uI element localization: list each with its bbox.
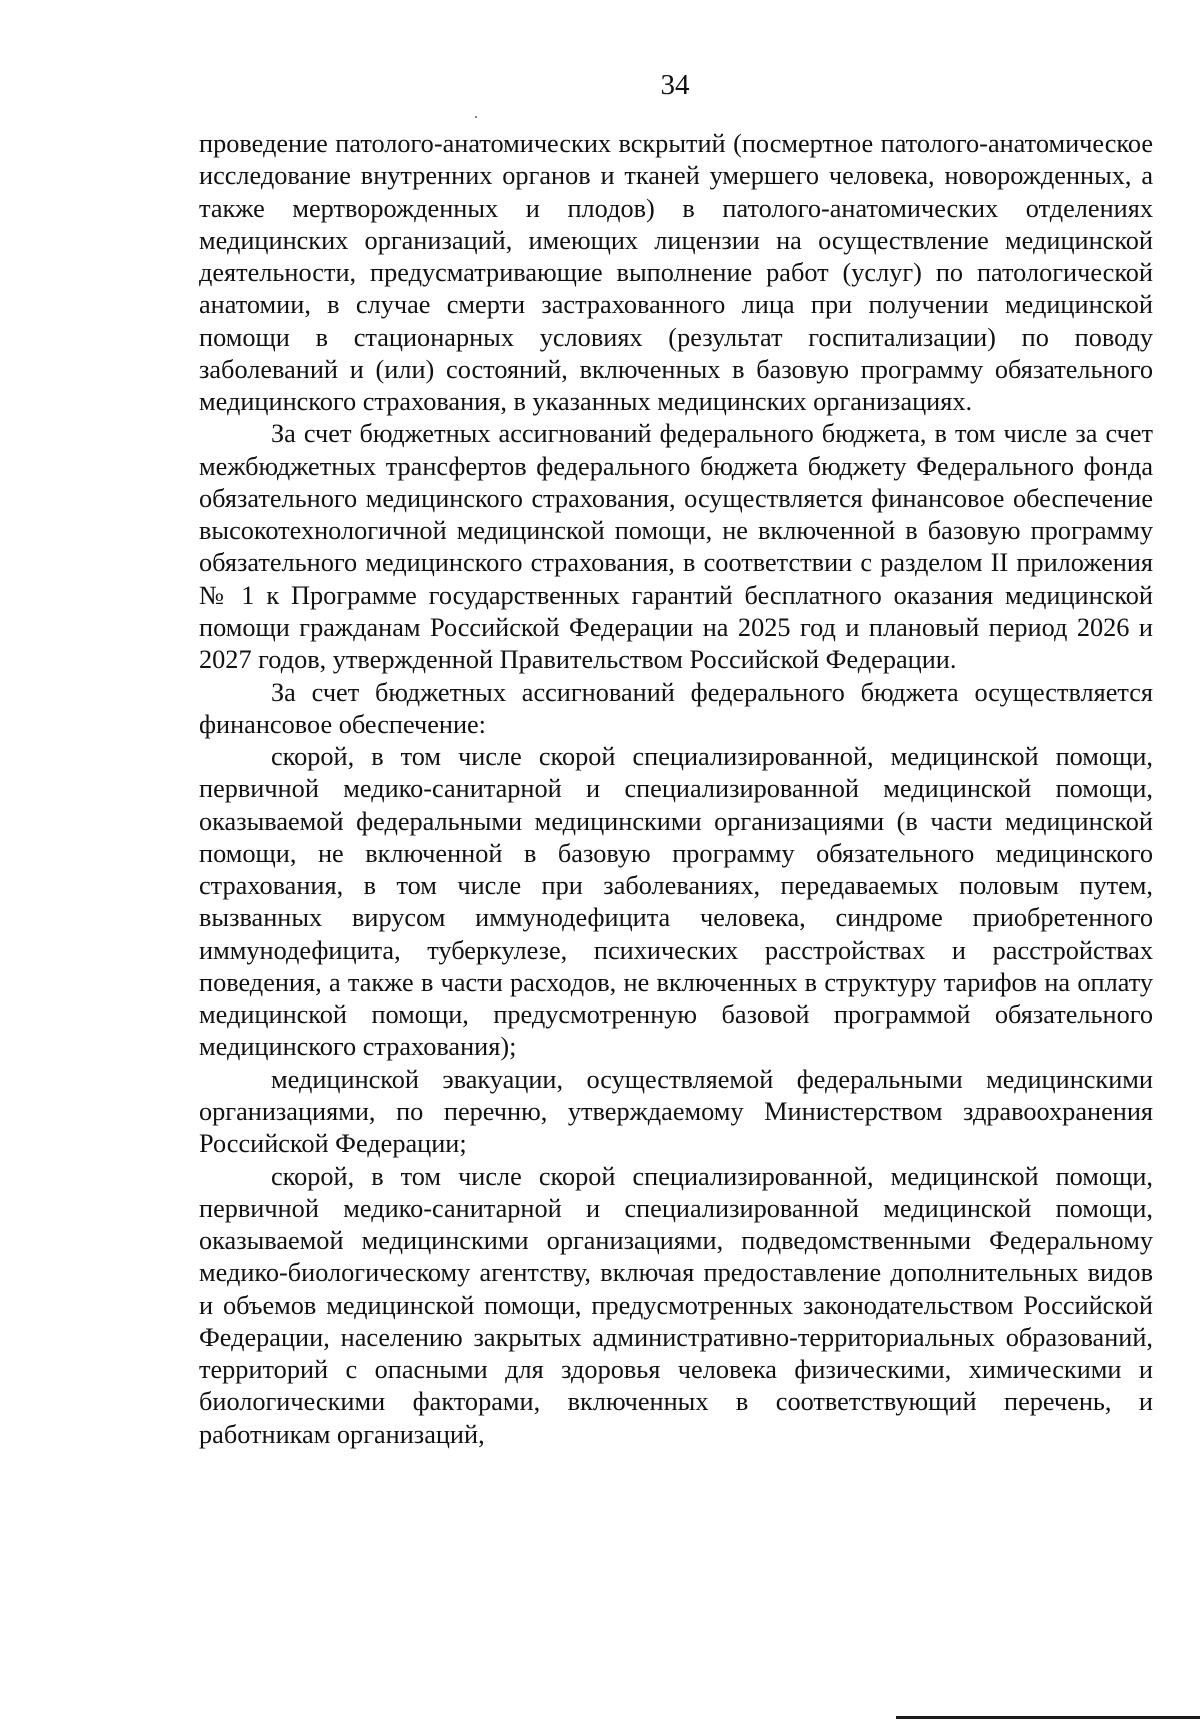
scan-speck bbox=[475, 116, 477, 118]
paragraph-fmba-organizations-care: скорой, в том числе скорой специализированной, медицинской помощи, первичной медико-санитарной и специализированной медицинской помощи, оказываемой медицинскими организациями, подведомственными Федеральному медико-биологическому агентству, включая предоставление дополнительных видов и объемов медицинской помощи, предусмотренных законодательством Российской Федерации, населению закрытых административно-территориальных образований, территорий с опасными для здоровья человека физическими, химическими и биологическими факторами, включенных в соответствующий перечень, и работникам организаций, bbox=[199, 1161, 1153, 1449]
page-number: 34 bbox=[660, 69, 690, 101]
paragraph-autopsy-continuation: проведение патолого-анатомических вскрытий (посмертное патолого-анатомическое исследование внутренних органов и тканей умершего человека, новорожденных, а также мертворожденных и плодов) в патолого-анатомических отделениях медицинских организаций, имеющих лицензии на осуществление медицинской деятельности, предусматривающие выполнение работ (услуг) по патологической анатомии, в случае смерти застрахованного лица при получении медицинской помощи в стационарных условиях (результат госпитализации) по поводу заболеваний и (или) состояний, включенных в базовую программу обязательного медицинского страхования, в указанных медицинских организациях. bbox=[199, 129, 1153, 417]
paragraph-high-tech-care-funding: За счет бюджетных ассигнований федерального бюджета, в том числе за счет межбюджетных трансфертов федерального бюджета бюджету Федерального фонда обязательного медицинского страхования, осуществляется финансовое обеспечение высокотехнологичной медицинской помощи, не включенной в базовую программу обязательного медицинского страхования, в соответствии с разделом II приложения № 1 к Программе государственных гарантий бесплатного оказания медицинской помощи гражданам Российской Федерации на 2025 год и плановый период 2026 и 2027 годов, утвержденной Правительством Российской Федерации. bbox=[199, 419, 1153, 675]
footer-rule bbox=[896, 1716, 1200, 1719]
document-body bbox=[199, 128, 1153, 1451]
paragraph-federal-budget-intro: За счет бюджетных ассигнований федерального бюджета осуществляется финансовое обеспечение: bbox=[199, 677, 1153, 739]
paragraph-medical-evacuation: медицинской эвакуации, осуществляемой федеральными медицинскими организациями, по перечню, утверждаемому Министерством здравоохранения Российской Федерации; bbox=[199, 1064, 1153, 1159]
paragraph-federal-organizations-care: скорой, в том числе скорой специализированной, медицинской помощи, первичной медико-санитарной и специализированной медицинской помощи, оказываемой федеральными медицинскими организациями (в части медицинской помощи, не включенной в базовую программу обязательного медицинского страхования, в том числе при заболеваниях, передаваемых половым путем, вызванных вирусом иммунодефицита человека, синдроме приобретенного иммунодефицита, туберкулезе, психических расстройствах и расстройствах поведения, а также в части расходов, не включенных в структуру тарифов на оплату медицинской помощи, предусмотренную базовой программой обязательного медицинского страхования); bbox=[199, 742, 1153, 1062]
